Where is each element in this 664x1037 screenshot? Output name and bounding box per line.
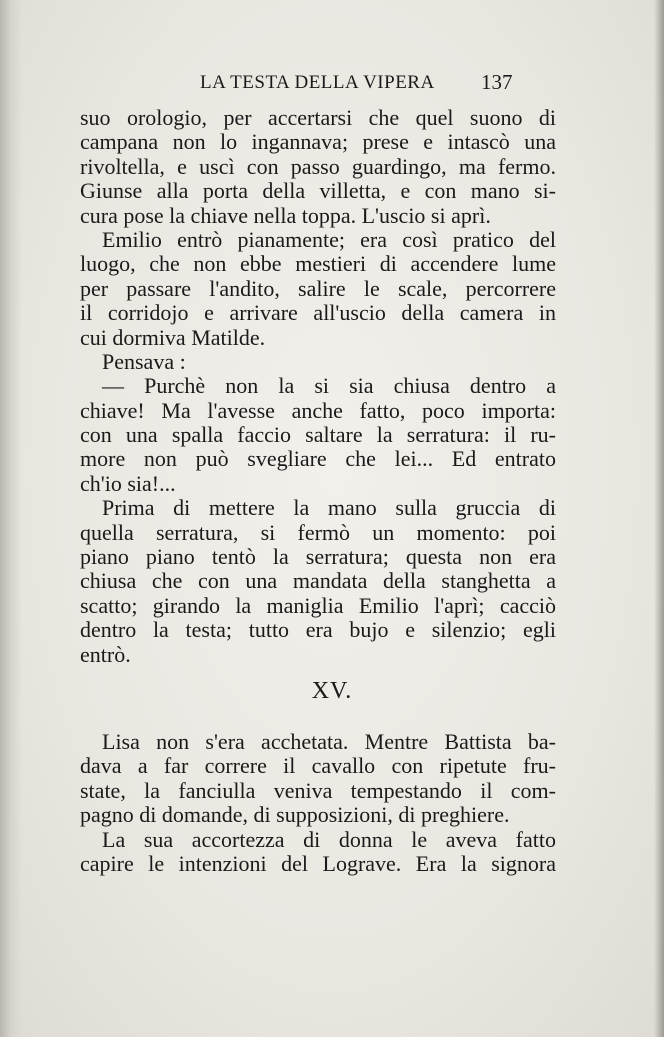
text-line: chiave! Ma l'avesse anche fatto, poco importa:: [80, 397, 556, 423]
text-line: state, la fanciulla veniva tempestando il com-: [80, 777, 556, 803]
text-line: cui dormiva Matilde.: [80, 324, 266, 350]
text-line: entrò.: [80, 641, 131, 667]
text-line: il corridojo e arrivare all'uscio della camera in: [80, 300, 556, 326]
text-line: more non può svegliare che lei... Ed entrato: [80, 446, 556, 472]
text-line: per passare l'andito, salire le scale, percorrere: [80, 275, 556, 301]
text-line: — Purchè non la si sia chiusa dentro a: [102, 373, 556, 399]
text-line: ch'io sia!...: [80, 470, 176, 496]
text-line: Lisa non s'era acchetata. Mentre Battista ba-: [102, 729, 556, 754]
text-line: suo orologio, per accertarsi che quel suono di: [80, 105, 556, 130]
text-line: scatto; girando la maniglia Emilio l'aprì; cacciò: [80, 592, 556, 618]
text-line: Prima di mettere la mano sulla gruccia di: [102, 495, 556, 521]
text-line: luogo, che non ebbe mestieri di accendere lume: [80, 251, 556, 277]
text-line: pagno di domande, di supposizioni, di preghiere.: [80, 802, 510, 828]
text-line: con una spalla faccio saltare la serratura: il ru-: [80, 422, 556, 448]
text-line: campana non lo ingannava; prese e intascò una: [80, 129, 556, 155]
text-line: Pensava :: [102, 348, 186, 374]
text-line: La sua accortezza di donna le aveva fatto: [102, 826, 556, 852]
text-line: Emilio entrò pianamente; era così pratico del: [102, 226, 556, 252]
text-line: cura pose la chiave nella toppa. L'uscio si aprì.: [80, 202, 491, 228]
text-line: dentro la testa; tutto era bujo e silenzio; egli: [80, 617, 556, 643]
page-edge: [654, 0, 664, 1037]
text-line: chiusa che con una mandata della stanghetta a: [80, 568, 556, 594]
page-number: 137: [481, 70, 513, 94]
section-heading: XV.: [311, 678, 353, 704]
text-line: dava a far correre il cavallo con ripetute fru-: [80, 753, 556, 779]
running-head: LA TESTA DELLA VIPERA: [200, 72, 435, 93]
paragraphs-after-section: [80, 730, 556, 876]
text-line: rivoltella, e uscì con passo guardingo, ma fermo.: [80, 153, 556, 179]
text-line: quella serratura, si fermò un momento: poi: [80, 519, 556, 545]
text-line: capire le intenzioni del Lograve. Era la signora: [80, 850, 556, 876]
paragraphs-before-section: [80, 106, 556, 667]
text-line: piano piano tentò la serratura; questa non era: [80, 544, 556, 570]
gutter-shadow: [0, 0, 22, 1037]
text-line: Giunse alla porta della villetta, e con mano si-: [80, 178, 556, 204]
